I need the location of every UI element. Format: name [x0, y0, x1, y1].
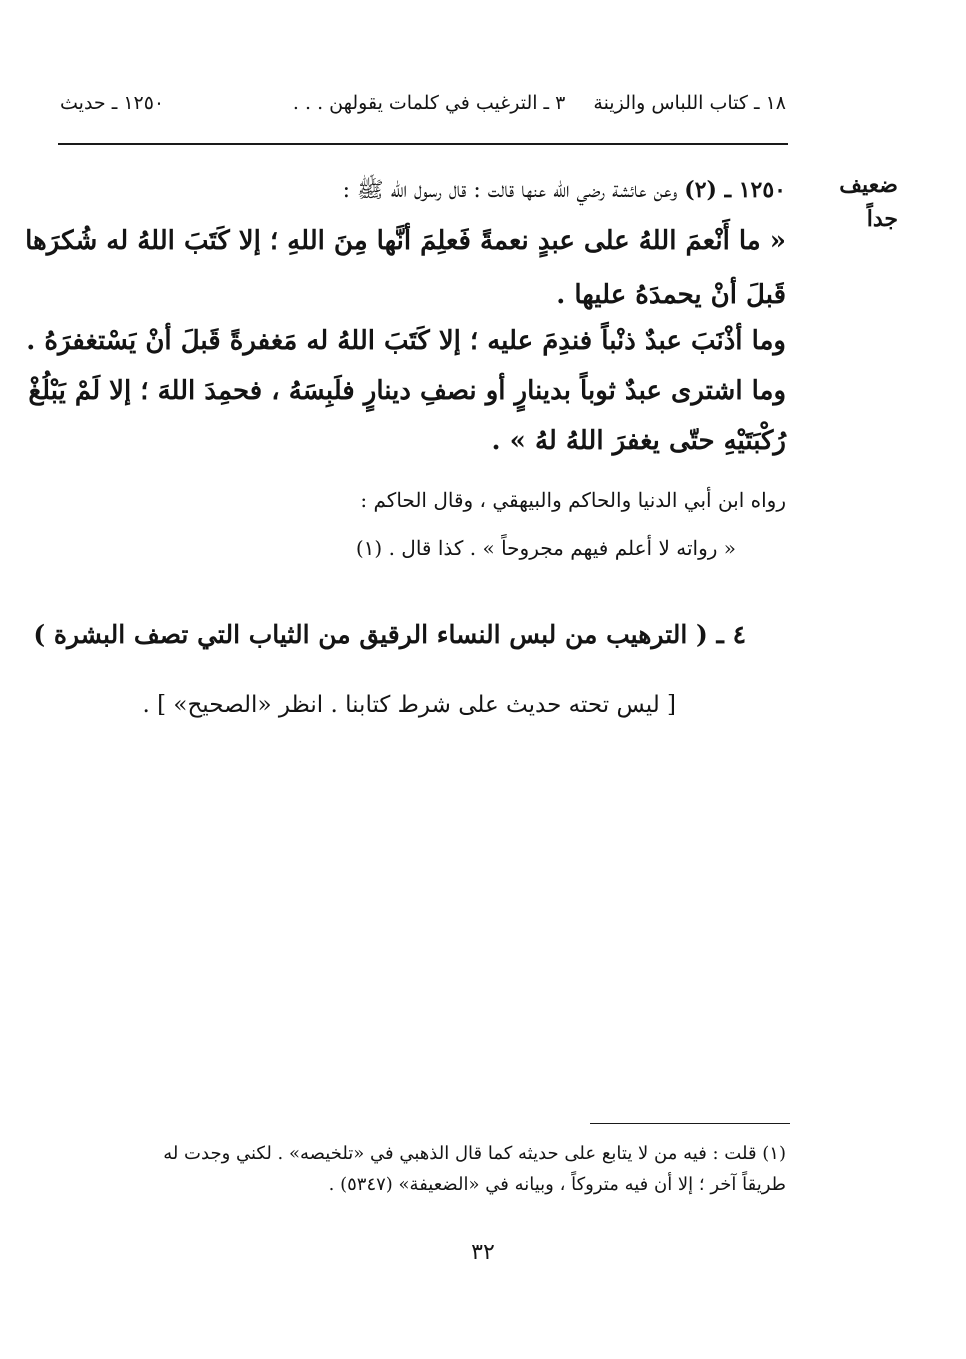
hadith-text-line-2: قَبلَ أنْ يحمدَهُ عليها . — [556, 280, 786, 310]
footnote-line-2: طريقاً آخر ؛ إلا أن فيه متروكاً ، وبيانه في «الضعيفة» (٥٣٤٧) . — [328, 1174, 786, 1195]
section-note: [ ليس تحته حديث على شرط كتابنا . انظر «الصحيح» ] . — [142, 692, 676, 718]
footnote-line-1: (١) قلت : فيه من لا يتابع على حديثه كما قال الذهبي في «تلخيصه» . لكني وجدت له — [163, 1143, 786, 1164]
hadith-number: ١٢٥٠ ـ (٢) — [684, 177, 786, 203]
grade-line-2: جداً — [866, 206, 898, 232]
hadith-intro: وعن عائشة رضي الله عنها قالت : قال رسول الله ﷺ : — [342, 178, 678, 203]
header-rule — [58, 143, 788, 145]
hadith-text-line-3: وما أذْنَبَ عبدٌ ذنْباً فندِمَ عليه ؛ إلا كَتَبَ اللهُ له مَغفرةً قَبلَ أنْ يَسْتغفرَهُ . — [26, 326, 786, 356]
page-number: ٣٢ — [471, 1240, 495, 1265]
hadith-grade — [828, 168, 898, 236]
source-line-1: رواه ابن أبي الدنيا والحاكم والبيهقي ، وقال الحاكم : — [360, 488, 786, 512]
header-hadith-ref: ١٢٥٠ ـ حديث — [60, 92, 165, 114]
running-header-titles — [293, 92, 786, 114]
header-section: ٣ ـ الترغيب في كلمات يقولهن . . . — [292, 92, 566, 114]
hadith-intro-line — [343, 176, 786, 208]
hadith-text-line-1: « ما أَنْعمَ اللهُ على عبدٍ نعمةً فَعلِمَ أنَّها مِنَ اللهِ ؛ إلا كَتَبَ اللهُ له شُكرَها — [25, 226, 786, 256]
hadith-text-line-5: رُكْبَتَيْهِ حتّى يغفرَ اللهُ لهُ » . — [491, 426, 786, 456]
header-chapter: ١٨ ـ كتاب اللباس والزينة — [593, 92, 786, 114]
hadith-text-line-4: وما اشترى عبدٌ ثوباً بدينارٍ أو نصفِ دينارٍ فلَبِسَهُ ، فحمِدَ اللهَ ؛ إلا لَمْ يَبْلُغْ — [28, 376, 786, 406]
source-line-2: « رواته لا أعلم فيهم مجروحاً » . كذا قال . (١) — [355, 536, 736, 560]
footnote-rule — [590, 1123, 790, 1124]
section-title: ٤ ـ ( الترهيب من لبس النساء الرقيق من الثياب التي تصف البشرة ) — [33, 620, 746, 649]
grade-line-1: ضعيف — [839, 172, 898, 198]
